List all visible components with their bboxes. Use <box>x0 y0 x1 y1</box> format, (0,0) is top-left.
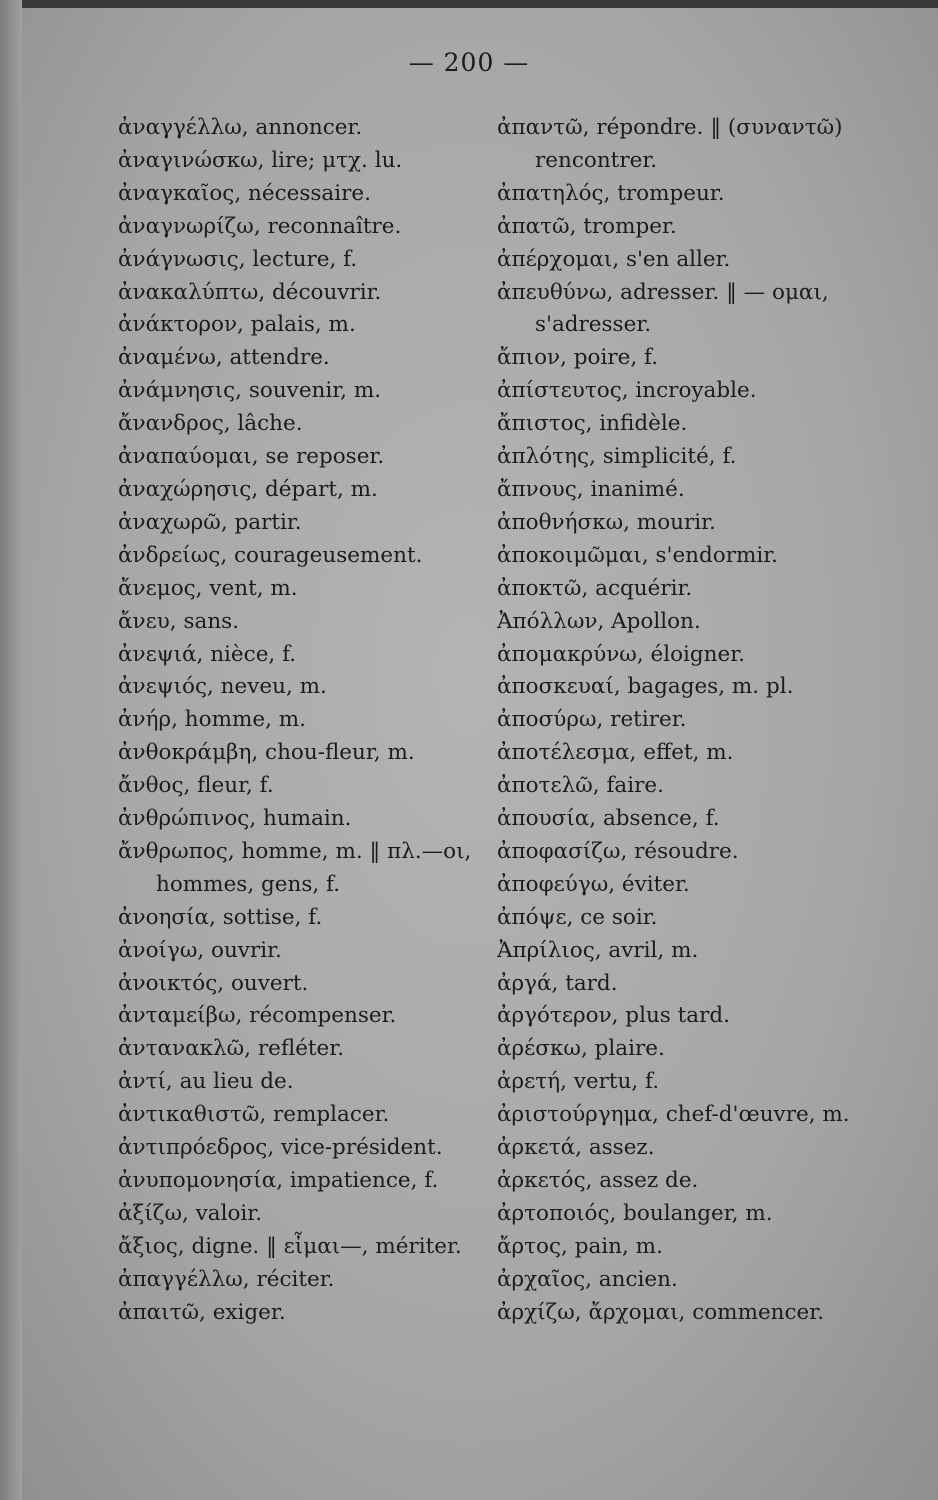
right-column <box>497 112 907 1330</box>
dictionary-entry: ἄπιστος, infidèle. <box>497 411 688 437</box>
dictionary-entry: ἄπιον, poire, f. <box>497 345 659 371</box>
dictionary-entry: ἀπατῶ, tromper. <box>497 213 677 239</box>
dictionary-entry: ἀνακαλύπτω, découvrir. <box>118 279 382 305</box>
dictionary-entry: ἄξιος, digne. ‖ εἶμαι—, mériter. <box>118 1233 462 1259</box>
dictionary-entry: ἀναπαύομαι, se reposer. <box>118 444 385 470</box>
dictionary-entry: ἀπομακρύνω, éloigner. <box>497 641 746 667</box>
dictionary-entry: ἄπνους, inanimé. <box>497 476 685 502</box>
left-column <box>118 112 488 1330</box>
dictionary-entry: ἀργά, tard. <box>497 970 618 996</box>
dictionary-entry: ἀναχωρῶ, partir. <box>118 509 302 535</box>
dictionary-entry: ἄνευ, sans. <box>118 608 240 634</box>
dictionary-entry: ἀναγκαῖος, nécessaire. <box>118 180 371 206</box>
dictionary-entry: rencontrer. <box>535 147 658 173</box>
dictionary-entry: ἀποτέλεσμα, effet, m. <box>497 740 734 766</box>
dictionary-entry: ἀρκετός, assez de. <box>497 1168 699 1193</box>
dictionary-entry: ἀναγινώσκω, lire; μτχ. lu. <box>118 147 403 173</box>
dictionary-entry: ἀντικαθιστῶ, remplacer. <box>118 1102 390 1128</box>
dictionary-entry: ἀρέσκω, plaire. <box>497 1036 665 1062</box>
dictionary-entry: ἀντιπρόεδρος, vice-président. <box>118 1135 443 1161</box>
dictionary-entry: ἀνάγνωσις, lecture, f. <box>118 246 358 272</box>
dictionary-entry: s'adresser. <box>535 312 652 338</box>
dictionary-entry: ἀναχώρησις, départ, m. <box>118 476 378 502</box>
dictionary-entry: hommes, gens, f. <box>156 871 341 897</box>
dictionary-entry: ἀποφεύγω, éviter. <box>497 871 690 897</box>
dictionary-entry: ἀξίζω, valoir. <box>118 1200 263 1226</box>
dictionary-entry: ἀποσκευαί, bagages, m. pl. <box>497 674 794 700</box>
dictionary-entry: ἀνυπομονησία, impatience, f. <box>118 1168 439 1193</box>
dictionary-entry: ἀντί, au lieu de. <box>118 1069 294 1095</box>
dictionary-entry: ἀπόψε, ce soir. <box>497 904 658 930</box>
dictionary-entry: ἀπέρχομαι, s'en aller. <box>497 246 731 272</box>
dictionary-entry: ἀπλότης, simplicité, f. <box>497 444 737 470</box>
dictionary-entry: ἀπατηλός, trompeur. <box>497 180 725 206</box>
dictionary-entry: ἀποκοιμῶμαι, s'endormir. <box>497 542 779 568</box>
dictionary-entry: ἀνθρώπινος, humain. <box>118 806 352 832</box>
dictionary-entry: ἀνεψιά, nièce, f. <box>118 641 297 667</box>
dictionary-entry: ἀνάμνησις, souvenir, m. <box>118 378 382 404</box>
dictionary-entry: ἄρτος, pain, m. <box>497 1233 663 1259</box>
dictionary-entry: ἀποκτῶ, acquérir. <box>497 575 693 601</box>
dictionary-entry: ἀναγγέλλω, annoncer. <box>118 115 363 140</box>
dictionary-entry: ἀρκετά, assez. <box>497 1135 655 1161</box>
dictionary-entry: ἄνανδρος, lâche. <box>118 411 303 437</box>
dictionary-entry: ἀνθοκράμβη, chou-fleur, m. <box>118 740 415 766</box>
dictionary-entry: ἀναγνωρίζω, reconnaître. <box>118 213 402 239</box>
dictionary-entry: ἀργότερον, plus tard. <box>497 1003 730 1029</box>
dictionary-entry: ἄνθρωπος, homme, m. ‖ πλ.—οι, <box>118 838 472 864</box>
dictionary-entry: ἀναμένω, attendre. <box>118 345 330 371</box>
dictionary-entry: ἀποτελῶ, faire. <box>497 773 664 799</box>
dictionary-entry: ἀνταμείβω, récompenser. <box>118 1003 397 1029</box>
dictionary-entry: ἀνοησία, sottise, f. <box>118 904 323 930</box>
dictionary-entry: ἄνεμος, vent, m. <box>118 575 298 601</box>
dictionary-entry: ἀρετή, vertu, f. <box>497 1069 660 1095</box>
dictionary-entry: ἀπαντῶ, répondre. ‖ (συναντῶ) <box>497 115 843 140</box>
page-number-header: — 200 — <box>408 48 530 77</box>
dictionary-entry: ἀπαιτῶ, exiger. <box>118 1299 286 1325</box>
dictionary-entry: ἀπουσία, absence, f. <box>497 806 720 832</box>
dictionary-entry: ἀνοικτός, ouvert. <box>118 970 309 996</box>
dictionary-entry: ἀρχαῖος, ancien. <box>497 1266 678 1292</box>
dictionary-entry: ἀριστούργημα, chef-d'œuvre, m. <box>497 1102 850 1128</box>
dictionary-entry: ἀνοίγω, ouvrir. <box>118 937 282 963</box>
dictionary-entry: ἀνήρ, homme, m. <box>118 707 306 733</box>
dictionary-entry: ἄνθος, fleur, f. <box>118 773 274 799</box>
dictionary-entry: ἀπαγγέλλω, réciter. <box>118 1266 335 1292</box>
dictionary-entry: ἀνεψιός, neveu, m. <box>118 674 327 700</box>
dictionary-entry: ἀπίστευτος, incroyable. <box>497 378 757 404</box>
dictionary-entry: Ἀπρίλιος, avril, m. <box>497 937 699 963</box>
dictionary-entry: ἀποφασίζω, résoudre. <box>497 838 739 864</box>
dictionary-entry: ἀνδρείως, courageusement. <box>118 542 423 568</box>
dictionary-entry: ἀποθνήσκω, mourir. <box>497 509 716 535</box>
page-top-edge <box>0 0 938 8</box>
page-binding-edge <box>0 0 22 1500</box>
dictionary-entry: Ἀπόλλων, Apollon. <box>497 608 701 634</box>
dictionary-entry: ἀπευθύνω, adresser. ‖ — ομαι, <box>497 279 829 305</box>
dictionary-entry: ἀποσύρω, retirer. <box>497 707 687 733</box>
dictionary-entry: ἀρτοποιός, boulanger, m. <box>497 1200 773 1226</box>
dictionary-entry: ἀνάκτορον, palais, m. <box>118 312 356 338</box>
dictionary-entry: ἀρχίζω, ἄρχομαι, commencer. <box>497 1299 825 1325</box>
dictionary-entry: ἀντανακλῶ, refléter. <box>118 1036 345 1062</box>
